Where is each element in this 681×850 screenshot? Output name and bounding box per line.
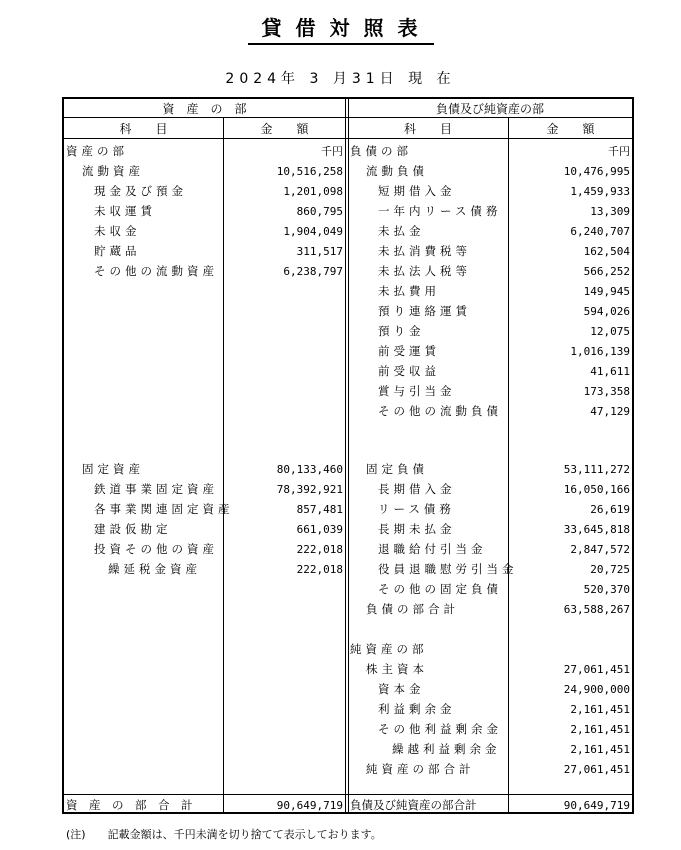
liability-item-label: 役員退職慰労引当金 <box>378 562 518 576</box>
asset-item-label: 繰延税金資産 <box>108 562 201 576</box>
assets-amount-header: 金 額 <box>260 122 309 136</box>
total-row <box>64 796 632 815</box>
liability-row <box>64 402 632 421</box>
asset-item-value: 10,516,258 <box>276 165 343 178</box>
liability-item-value: 520,370 <box>583 583 630 596</box>
liability-item-value: 6,240,707 <box>570 225 630 238</box>
assets-section-header: 資 産 の 部 <box>162 102 247 116</box>
liability-row <box>64 600 632 619</box>
liability-item-label: 純資産の部合計 <box>366 762 475 776</box>
liability-item-label: 繰越利益剰余金 <box>392 742 501 756</box>
liability-item-value: 47,129 <box>590 405 630 418</box>
liability-row <box>64 322 632 341</box>
asset-item-value: 1,904,049 <box>283 225 343 238</box>
liability-item-label: 利益剰余金 <box>378 702 456 716</box>
as-of-date: 2024年 3 月31日 現 在 <box>225 71 456 87</box>
liability-row <box>64 262 632 281</box>
liability-item-value: 27,061,451 <box>563 763 630 776</box>
liability-item-value: 149,945 <box>583 285 630 298</box>
liability-item-value: 53,111,272 <box>563 463 630 476</box>
asset-item-label: 鉄道事業固定資産 <box>94 482 218 496</box>
liability-item-label: 純資産の部 <box>350 642 428 656</box>
liability-item-label: 固定負債 <box>366 462 428 476</box>
liability-item-label: 負債の部合計 <box>366 602 459 616</box>
liability-item-value: 24,900,000 <box>563 683 630 696</box>
asset-item-label: 現金及び預金 <box>94 184 187 198</box>
liability-row <box>64 480 632 499</box>
liability-item-value: 1,016,139 <box>570 345 630 358</box>
assets-total-value: 90,649,719 <box>276 799 343 812</box>
liability-item-label: 賞与引当金 <box>378 384 456 398</box>
liability-item-value: 27,061,451 <box>563 663 630 676</box>
liability-item-value: 594,026 <box>583 305 630 318</box>
liability-item-label: 未払金 <box>378 224 425 238</box>
liability-item-label: その他の流動負債 <box>378 404 502 418</box>
liability-item-value: 2,161,451 <box>570 703 630 716</box>
asset-item-label: 投資その他の資産 <box>94 542 218 556</box>
liability-item-label: リース債務 <box>378 502 455 516</box>
asset-item-value: 860,795 <box>296 205 343 218</box>
liab-total-value: 90,649,719 <box>563 799 630 812</box>
asset-item-value: 80,133,460 <box>276 463 343 476</box>
liability-row <box>64 540 632 559</box>
liability-item-label: 負債の部 <box>350 144 412 158</box>
asset-item-value: 6,238,797 <box>283 265 343 278</box>
liability-row <box>64 182 632 201</box>
liability-row <box>64 700 632 719</box>
asset-item-value: 1,201,098 <box>283 185 343 198</box>
liability-item-value: 13,309 <box>590 205 630 218</box>
liability-item-label: その他利益剰余金 <box>378 722 502 736</box>
liability-row <box>64 500 632 519</box>
liability-item-label: 未払消費税等 <box>378 244 471 258</box>
asset-item-label: 未収運賃 <box>94 204 156 218</box>
asset-item-label: 固定資産 <box>82 462 144 476</box>
liability-item-label: 株主資本 <box>366 662 428 676</box>
liability-row <box>64 680 632 699</box>
liab-item-header: 科 目 <box>403 122 452 136</box>
liability-row <box>64 142 632 161</box>
liability-row <box>64 740 632 759</box>
header-divider <box>64 117 632 118</box>
asset-item-label: 資産の部 <box>66 144 128 158</box>
liability-item-label: 短期借入金 <box>378 184 456 198</box>
liability-row <box>64 560 632 579</box>
liabilities-section-header: 負債及び純資産の部 <box>435 102 544 116</box>
liability-item-value: 2,161,451 <box>570 743 630 756</box>
liability-item-value: 63,588,267 <box>563 603 630 616</box>
liability-item-label: 退職給付引当金 <box>378 542 487 556</box>
liability-item-label: 前受運賃 <box>378 344 440 358</box>
liability-row <box>64 382 632 401</box>
liability-item-value: 26,619 <box>590 503 630 516</box>
liability-item-label: 前受収益 <box>378 364 440 378</box>
liability-row <box>64 222 632 241</box>
asset-item-value: 222,018 <box>296 543 343 556</box>
total-divider <box>64 794 632 795</box>
liability-item-value: 162,504 <box>583 245 630 258</box>
liability-item-label: 預り金 <box>378 324 425 338</box>
liability-item-value: 千円 <box>608 145 630 158</box>
header-divider <box>64 138 632 139</box>
liability-item-label: 長期借入金 <box>378 482 456 496</box>
liability-row <box>64 660 632 679</box>
liability-row <box>64 282 632 301</box>
liability-row <box>64 760 632 779</box>
asset-item-value: 78,392,921 <box>276 483 343 496</box>
liability-item-value: 2,161,451 <box>570 723 630 736</box>
liability-row <box>64 640 632 659</box>
liability-item-value: 33,645,818 <box>563 523 630 536</box>
liability-item-value: 12,075 <box>590 325 630 338</box>
liability-row <box>64 460 632 479</box>
liability-row <box>64 362 632 381</box>
liability-item-value: 41,611 <box>590 365 630 378</box>
liability-item-label: 未払費用 <box>378 284 440 298</box>
asset-item-label: その他の流動資産 <box>94 264 218 278</box>
asset-item-value: 千円 <box>321 145 343 158</box>
document-title: 貸借対照表 <box>0 12 681 41</box>
assets-total-label: 資 産 の 部 合 計 <box>66 798 193 812</box>
liability-row <box>64 162 632 181</box>
liability-row <box>64 242 632 261</box>
liability-item-value: 10,476,995 <box>563 165 630 178</box>
liability-item-label: 預り連絡運賃 <box>378 304 471 318</box>
balance-sheet-table <box>62 97 634 814</box>
liability-item-value: 16,050,166 <box>563 483 630 496</box>
liability-item-label: 資本金 <box>378 682 425 696</box>
liability-item-value: 20,725 <box>590 563 630 576</box>
liability-item-label: 流動負債 <box>366 164 428 178</box>
asset-item-label: 建設仮勘定 <box>94 522 172 536</box>
liability-item-label: 未払法人税等 <box>378 264 471 278</box>
asset-item-value: 222,018 <box>296 563 343 576</box>
liability-item-label: 一年内リース債務 <box>378 204 502 218</box>
liability-row <box>64 342 632 361</box>
assets-item-header: 科 目 <box>119 122 168 136</box>
liability-item-label: 長期未払金 <box>378 522 456 536</box>
liability-row <box>64 202 632 221</box>
liability-row <box>64 720 632 739</box>
liability-row <box>64 302 632 321</box>
liability-row <box>64 580 632 599</box>
liab-total-label: 負債及び純資産の部合計 <box>350 798 477 812</box>
liability-item-value: 173,358 <box>583 385 630 398</box>
liability-item-value: 2,847,572 <box>570 543 630 556</box>
liability-row <box>64 520 632 539</box>
liability-item-value: 566,252 <box>583 265 630 278</box>
asset-item-label: 流動資産 <box>82 164 144 178</box>
liab-amount-header: 金 額 <box>546 122 595 136</box>
footnote: (注) 記載金額は、千円未満を切り捨てて表示しております。 <box>66 828 382 841</box>
asset-item-label: 未収金 <box>94 224 141 238</box>
liability-item-label: その他の固定負債 <box>378 582 502 596</box>
asset-item-label: 貯蔵品 <box>94 244 141 258</box>
asset-item-value: 857,481 <box>296 503 343 516</box>
asset-item-value: 311,517 <box>296 245 343 258</box>
liability-item-value: 1,459,933 <box>570 185 630 198</box>
asset-item-label: 各事業関連固定資産 <box>94 502 234 516</box>
asset-item-value: 661,039 <box>296 523 343 536</box>
